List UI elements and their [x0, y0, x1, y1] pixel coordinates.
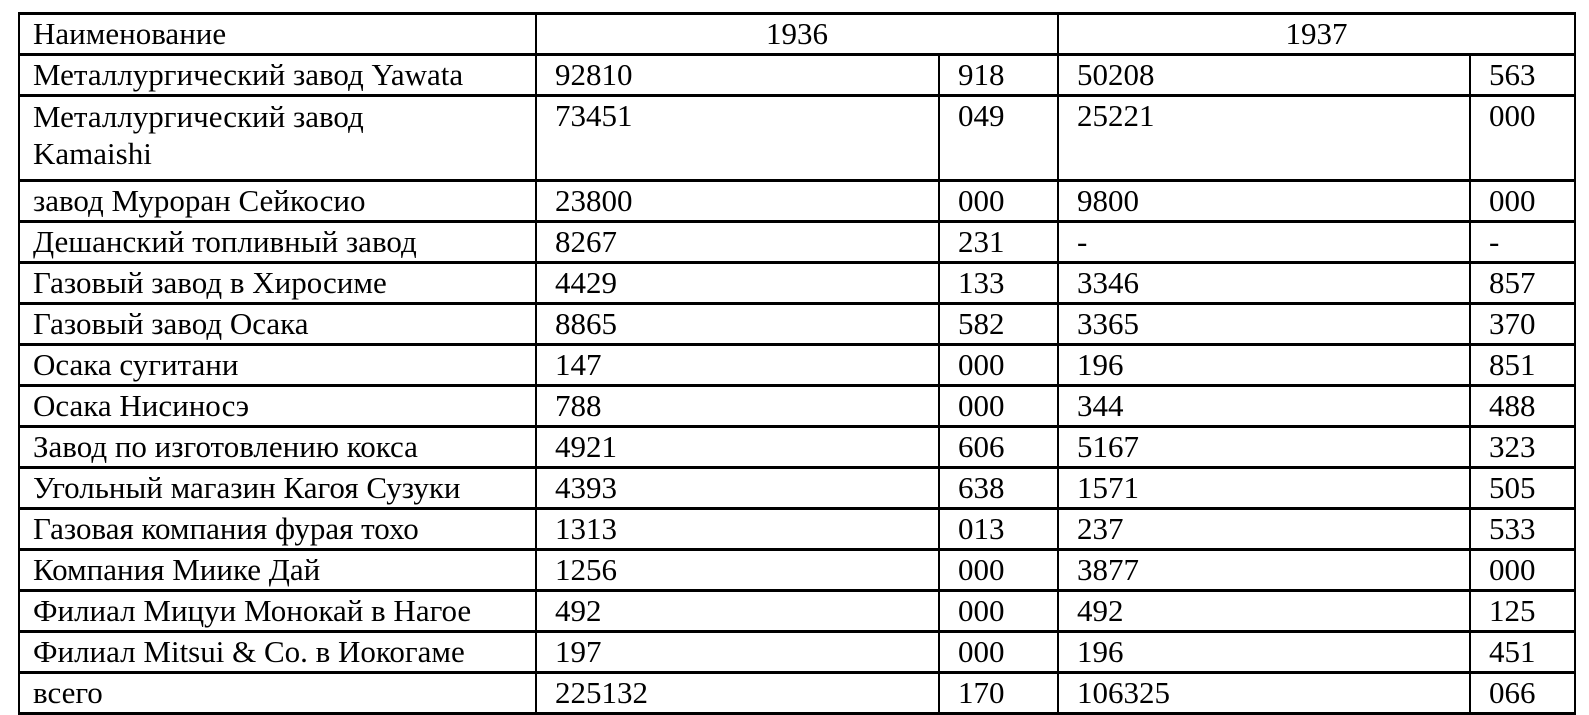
value-1936-minor-cell: 133: [939, 263, 1058, 304]
value-1936-main-cell: 492: [536, 591, 939, 632]
value-1937-main-cell: 492: [1058, 591, 1470, 632]
value-1937-main-cell: 5167: [1058, 427, 1470, 468]
table-row: [19, 96, 1575, 181]
table-row: [19, 509, 1575, 550]
value-1936-minor-cell: 582: [939, 304, 1058, 345]
value-1936-main-cell: 73451: [536, 96, 939, 181]
table-row: [19, 386, 1575, 427]
value-1936-minor-cell: 918: [939, 55, 1058, 96]
data-table: [18, 12, 1576, 715]
value-1937-minor-cell: 533: [1470, 509, 1575, 550]
table-row: [19, 632, 1575, 673]
value-1937-main-cell: 196: [1058, 632, 1470, 673]
value-1937-main-cell: 3877: [1058, 550, 1470, 591]
table-row: [19, 55, 1575, 96]
factory-name-cell: Осака сугитани: [19, 345, 536, 386]
value-1936-main-cell: 4921: [536, 427, 939, 468]
value-1936-minor-cell: 606: [939, 427, 1058, 468]
value-1936-minor-cell: 049: [939, 96, 1058, 181]
value-1936-minor-cell: 000: [939, 632, 1058, 673]
value-1937-main-cell: 3346: [1058, 263, 1470, 304]
value-1936-minor-cell: 000: [939, 550, 1058, 591]
value-1937-main-cell: -: [1058, 222, 1470, 263]
value-1936-minor-cell: 013: [939, 509, 1058, 550]
factory-name-cell: Газовый завод Осака: [19, 304, 536, 345]
value-1937-minor-cell: 323: [1470, 427, 1575, 468]
value-1937-minor-cell: 000: [1470, 181, 1575, 222]
value-1937-minor-cell: 488: [1470, 386, 1575, 427]
value-1937-main-cell: 25221: [1058, 96, 1470, 181]
table-header-row: [19, 14, 1575, 55]
table-row: [19, 468, 1575, 509]
value-1936-main-cell: 147: [536, 345, 939, 386]
value-1936-main-cell: 788: [536, 386, 939, 427]
value-1936-main-cell: 225132: [536, 673, 939, 714]
value-1936-main-cell: 8865: [536, 304, 939, 345]
value-1937-minor-cell: 370: [1470, 304, 1575, 345]
value-1937-minor-cell: 851: [1470, 345, 1575, 386]
value-1937-minor-cell: 505: [1470, 468, 1575, 509]
factory-name-cell: Завод по изготовлению кокса: [19, 427, 536, 468]
value-1937-main-cell: 9800: [1058, 181, 1470, 222]
factory-name-cell: Осака Нисиносэ: [19, 386, 536, 427]
value-1937-minor-cell: 451: [1470, 632, 1575, 673]
value-1936-minor-cell: 000: [939, 591, 1058, 632]
value-1936-minor-cell: 000: [939, 181, 1058, 222]
value-1937-minor-cell: 563: [1470, 55, 1575, 96]
value-1937-main-cell: 3365: [1058, 304, 1470, 345]
value-1936-main-cell: 1313: [536, 509, 939, 550]
factory-name-cell: Угольный магазин Кагоя Сузуки: [19, 468, 536, 509]
value-1937-main-cell: 1571: [1058, 468, 1470, 509]
factory-name-cell: Металлургический завод Kamaishi: [19, 96, 536, 181]
table-row-total: [19, 673, 1575, 714]
factory-name-cell: Филиал Мицуи Монокай в Нагое: [19, 591, 536, 632]
table-row: [19, 181, 1575, 222]
table-row: [19, 550, 1575, 591]
table-row: [19, 222, 1575, 263]
value-1936-minor-cell: 231: [939, 222, 1058, 263]
value-1936-main-cell: 92810: [536, 55, 939, 96]
factory-name-cell: Газовый завод в Хиросиме: [19, 263, 536, 304]
factory-name-cell: Дешанский топливный завод: [19, 222, 536, 263]
table-row: [19, 263, 1575, 304]
header-year-1937: 1937: [1058, 14, 1575, 55]
value-1937-minor-cell: 066: [1470, 673, 1575, 714]
value-1937-minor-cell: 125: [1470, 591, 1575, 632]
value-1936-main-cell: 4393: [536, 468, 939, 509]
table-row: [19, 591, 1575, 632]
table-row: [19, 345, 1575, 386]
value-1936-minor-cell: 170: [939, 673, 1058, 714]
table-row: [19, 304, 1575, 345]
value-1937-main-cell: 196: [1058, 345, 1470, 386]
table-body: [19, 55, 1575, 714]
value-1937-minor-cell: -: [1470, 222, 1575, 263]
factory-name-cell: Металлургический завод Yawata: [19, 55, 536, 96]
value-1936-main-cell: 23800: [536, 181, 939, 222]
factory-name-cell: Газовая компания фурая тохо: [19, 509, 536, 550]
value-1937-minor-cell: 857: [1470, 263, 1575, 304]
table-row: [19, 427, 1575, 468]
factory-name-cell: завод Муроран Сейкосио: [19, 181, 536, 222]
value-1936-main-cell: 4429: [536, 263, 939, 304]
value-1936-main-cell: 197: [536, 632, 939, 673]
factory-name-cell: Филиал Mitsui & Co. в Иокогаме: [19, 632, 536, 673]
value-1936-minor-cell: 638: [939, 468, 1058, 509]
value-1937-main-cell: 50208: [1058, 55, 1470, 96]
factory-name-cell: Компания Миике Дай: [19, 550, 536, 591]
value-1937-minor-cell: 000: [1470, 550, 1575, 591]
value-1937-main-cell: 237: [1058, 509, 1470, 550]
header-year-1936: 1936: [536, 14, 1058, 55]
header-name-column: Наименование: [19, 14, 536, 55]
value-1937-main-cell: 106325: [1058, 673, 1470, 714]
value-1937-minor-cell: 000: [1470, 96, 1575, 181]
value-1936-main-cell: 1256: [536, 550, 939, 591]
factory-name-cell: всего: [19, 673, 536, 714]
value-1937-main-cell: 344: [1058, 386, 1470, 427]
value-1936-minor-cell: 000: [939, 345, 1058, 386]
value-1936-main-cell: 8267: [536, 222, 939, 263]
value-1936-minor-cell: 000: [939, 386, 1058, 427]
